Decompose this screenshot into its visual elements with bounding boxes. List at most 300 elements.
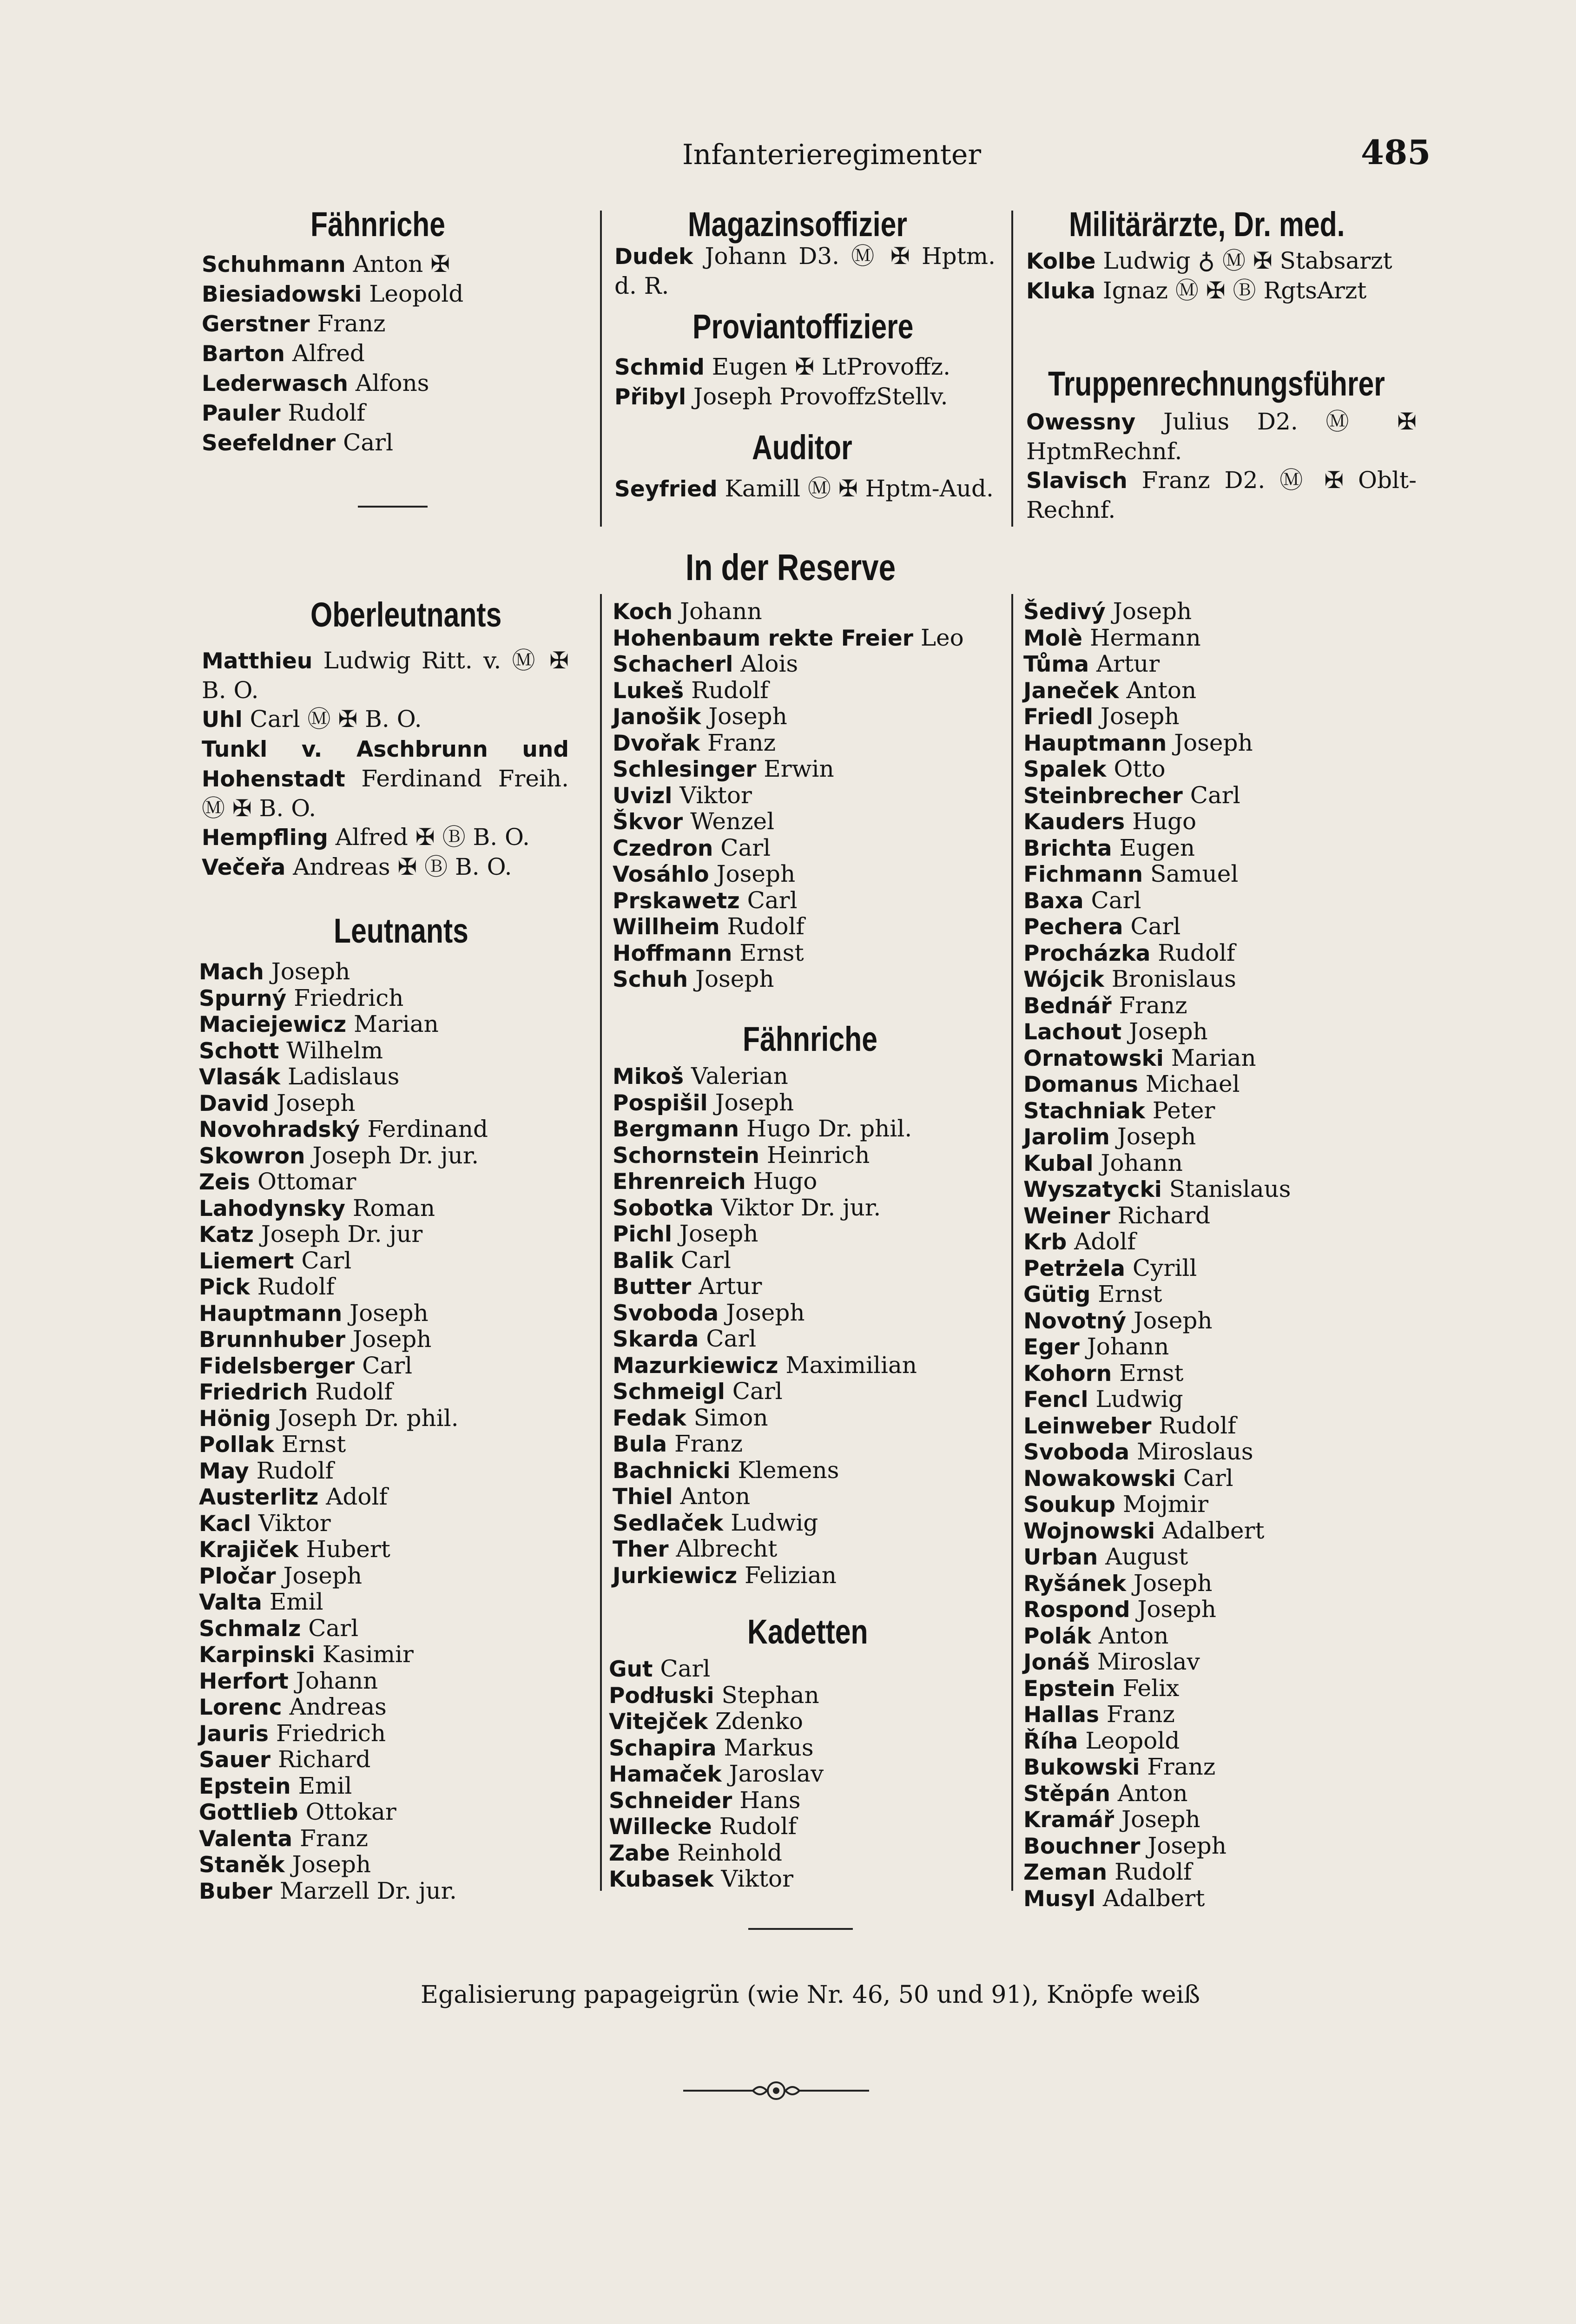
entry-surname: Pollak <box>199 1432 274 1458</box>
entry-given-name: Richard <box>270 1746 371 1773</box>
ornament-divider <box>679 2077 874 2105</box>
entry-given-name: Julius D2. Ⓜ ✠ HptmRechnf. <box>1026 408 1417 465</box>
entry-given-name: Carl <box>699 1325 757 1352</box>
entry-given-name: Franz <box>292 1824 368 1852</box>
list-reserve-3 <box>1023 599 1414 1912</box>
entry-surname: Dudek <box>614 244 693 270</box>
entry-given-name: Rudolf <box>712 1813 797 1840</box>
entry-surname: Skarda <box>613 1327 699 1352</box>
entry-surname: Přibyl <box>614 384 686 410</box>
entry-surname: Spalek <box>1023 757 1107 782</box>
list-item <box>1023 1413 1414 1439</box>
entry-given-name: Rudolf <box>1150 939 1235 966</box>
entry-surname: Zeman <box>1023 1860 1108 1885</box>
heading-faehnriche-1: Fähnriche <box>310 205 445 244</box>
list-item <box>613 651 1003 678</box>
entry-given-name: Andreas ✠ Ⓑ B. O. <box>285 853 512 880</box>
entry-surname: Jurkiewicz <box>613 1563 738 1589</box>
list-item <box>1023 1781 1414 1807</box>
entry-surname: Procházka <box>1023 940 1151 966</box>
entry-surname: Balik <box>613 1248 674 1274</box>
entry-given-name: Alfred <box>284 340 365 367</box>
entry-surname: Prskawetz <box>613 888 740 914</box>
entry-surname: Barton <box>202 341 285 367</box>
list-item <box>202 734 569 823</box>
entry-given-name: Carl <box>653 1655 711 1682</box>
entry-given-name: Ernst <box>1090 1281 1162 1307</box>
list-militaeraerzte <box>1026 246 1417 306</box>
list-item <box>609 1709 999 1735</box>
entry-surname: Hauptmann <box>199 1301 343 1327</box>
entry-given-name: Marian <box>1163 1044 1256 1071</box>
list-item <box>199 1616 580 1642</box>
entry-given-name: Adalbert <box>1095 1884 1205 1912</box>
entry-given-name: Rudolf <box>249 1457 334 1484</box>
entry-given-name: Samuel <box>1143 860 1239 887</box>
list-item <box>1023 625 1414 652</box>
list-item <box>613 1563 1003 1589</box>
entry-surname: Bednář <box>1023 993 1112 1019</box>
heading-in-der-reserve: In der Reserve <box>686 547 896 588</box>
entry-surname: Gütig <box>1023 1282 1091 1307</box>
heading-oberleutnants: Oberleutnants <box>310 595 502 634</box>
entry-given-name: Johann <box>673 598 762 625</box>
list-item <box>199 1799 580 1826</box>
entry-surname: Spurný <box>199 985 287 1011</box>
entry-given-name: Joseph Dr. phil. <box>270 1404 459 1432</box>
list-item <box>1023 1071 1414 1098</box>
list-item <box>613 1431 1003 1458</box>
entry-given-name: Ludwig ♁ Ⓜ ✠ Stabsarzt <box>1095 247 1392 274</box>
entry-surname: Eger <box>1023 1334 1080 1360</box>
entry-surname: Ornatowski <box>1023 1045 1164 1071</box>
list-item <box>613 1300 1003 1327</box>
list-item <box>1023 1492 1414 1518</box>
entry-surname: Bukowski <box>1023 1755 1140 1780</box>
list-item <box>1023 1176 1414 1203</box>
list-item <box>1023 1019 1414 1045</box>
entry-given-name: Carl <box>713 834 771 861</box>
list-item <box>1023 678 1414 704</box>
list-item <box>613 1326 1003 1353</box>
entry-given-name: Carl <box>355 1352 413 1379</box>
list-item <box>202 339 481 369</box>
list-item <box>1023 1518 1414 1545</box>
entry-given-name: Otto <box>1106 755 1166 782</box>
entry-surname: Lederwasch <box>202 371 348 396</box>
list-item <box>202 705 569 734</box>
entry-surname: Schmid <box>614 355 705 380</box>
entry-given-name: Joseph <box>1167 729 1253 756</box>
list-item <box>613 940 1003 967</box>
list-item <box>1023 1623 1414 1650</box>
list-item <box>609 1683 999 1709</box>
list-item <box>609 1656 999 1683</box>
entry-given-name: Klemens <box>730 1456 839 1484</box>
entry-given-name: Eugen <box>1112 834 1195 861</box>
entry-given-name: Leopold <box>362 280 464 307</box>
list-item <box>1023 1386 1414 1413</box>
section-divider <box>358 506 428 508</box>
entry-given-name: Maximilian <box>778 1351 917 1379</box>
list-item <box>199 1379 580 1406</box>
list-item <box>613 1458 1003 1484</box>
list-item <box>1023 1807 1414 1833</box>
heading-truppenrechnungsfuehrer: Truppenrechnungsführer <box>1048 364 1385 403</box>
entry-given-name: Franz <box>667 1430 743 1457</box>
entry-surname: Schmeigl <box>613 1379 725 1405</box>
list-kadetten <box>609 1656 999 1893</box>
entry-given-name: Viktor <box>251 1509 331 1537</box>
entry-given-name: Viktor <box>713 1865 794 1892</box>
entry-given-name: Andreas <box>282 1693 387 1720</box>
list-item <box>613 966 1003 993</box>
list-item <box>613 1169 1003 1195</box>
entry-surname: Epstein <box>1023 1676 1115 1702</box>
entry-surname: Vlasák <box>199 1064 281 1090</box>
list-item <box>613 1405 1003 1432</box>
list-item <box>1023 966 1414 993</box>
list-item <box>202 369 481 398</box>
list-item <box>613 1142 1003 1169</box>
list-item <box>613 1063 1003 1090</box>
list-item <box>199 1353 580 1380</box>
entry-surname: Buber <box>199 1878 272 1904</box>
entry-given-name: Ludwig Ritt. v. Ⓜ ✠ B. O. <box>202 647 569 704</box>
entry-surname: Škvor <box>613 809 683 835</box>
entry-given-name: Joseph <box>672 1220 758 1247</box>
entry-surname: Gerstner <box>202 311 310 337</box>
entry-surname: Sobotka <box>613 1195 714 1221</box>
heading-leutnants: Leutnants <box>334 911 468 950</box>
list-item <box>613 914 1003 940</box>
entry-surname: Kubal <box>1023 1150 1094 1176</box>
entry-surname: Brichta <box>1023 835 1112 861</box>
list-item <box>199 1826 580 1852</box>
entry-given-name: Carl <box>1175 1464 1233 1492</box>
list-item <box>609 1840 999 1867</box>
entry-surname: Fidelsberger <box>199 1353 355 1379</box>
list-item <box>202 852 569 882</box>
entry-surname: Hamaček <box>609 1762 722 1787</box>
list-item <box>1026 276 1417 306</box>
entry-surname: Jarolim <box>1023 1124 1110 1150</box>
entry-given-name: Franz <box>1140 1753 1216 1780</box>
entry-surname: Fencl <box>1023 1387 1088 1413</box>
entry-surname: Zeis <box>199 1169 251 1195</box>
list-item <box>1023 756 1414 783</box>
list-item <box>202 646 569 705</box>
entry-given-name: Rudolf <box>250 1273 335 1300</box>
entry-given-name: Kamill Ⓜ ✠ Hptm-Aud. <box>717 475 994 502</box>
entry-given-name: Adolf <box>1067 1228 1136 1255</box>
list-item <box>199 1011 580 1038</box>
footer-note: Egalisierung papageigrün (wie Nr. 46, 50 und 91), Knöpfe weiß <box>421 1981 1200 2009</box>
column-rule <box>600 211 602 527</box>
entry-given-name: Adolf <box>318 1483 388 1510</box>
entry-given-name: Joseph <box>1105 598 1192 625</box>
entry-given-name: Stanislaus <box>1161 1175 1291 1202</box>
list-item <box>1023 888 1414 914</box>
list-item <box>199 1642 580 1668</box>
list-truppenrechnungsfuehrer <box>1026 407 1417 524</box>
entry-given-name: Emil <box>262 1588 323 1615</box>
entry-given-name: Ernst <box>732 939 804 966</box>
column-rule <box>600 594 602 1891</box>
entry-surname: Czedron <box>613 835 713 861</box>
entry-given-name: Viktor <box>672 781 752 809</box>
list-item <box>202 823 569 852</box>
entry-given-name: Ernst <box>1112 1359 1184 1386</box>
entry-surname: Vosáhlo <box>613 862 709 887</box>
list-item <box>613 783 1003 809</box>
entry-surname: Epstein <box>199 1773 291 1799</box>
entry-surname: Hönig <box>199 1406 271 1432</box>
entry-given-name: Carl Ⓜ ✠ B. O. <box>242 706 422 733</box>
entry-given-name: Adalbert <box>1155 1517 1265 1544</box>
entry-given-name: Ignaz Ⓜ ✠ Ⓑ RgtsArzt <box>1095 277 1367 304</box>
list-item <box>1023 1676 1414 1702</box>
list-item <box>1023 599 1414 625</box>
entry-given-name: Mojmir <box>1115 1491 1208 1518</box>
entry-given-name: Zdenko <box>708 1708 803 1735</box>
entry-surname: Gottlieb <box>199 1800 298 1825</box>
list-item <box>1023 1334 1414 1360</box>
heading-kadetten: Kadetten <box>747 1612 868 1651</box>
entry-surname: Hallas <box>1023 1702 1099 1728</box>
list-item <box>1023 993 1414 1019</box>
list-item <box>199 1589 580 1616</box>
list-item <box>202 309 481 339</box>
list-item <box>199 1511 580 1537</box>
entry-given-name: Miroslav <box>1089 1648 1200 1675</box>
list-item <box>613 1116 1003 1142</box>
list-item <box>1026 246 1417 276</box>
list-item <box>613 1195 1003 1221</box>
entry-given-name: Hugo Dr. phil. <box>739 1115 912 1142</box>
entry-surname: Stěpán <box>1023 1781 1111 1807</box>
list-item <box>613 835 1003 862</box>
entry-surname: Lorenc <box>199 1695 282 1720</box>
entry-surname: Lukeš <box>613 678 684 704</box>
entry-surname: Weiner <box>1023 1203 1110 1229</box>
entry-given-name: Simon <box>686 1404 768 1431</box>
list-item <box>199 1038 580 1064</box>
entry-surname: Schacherl <box>613 652 733 677</box>
entry-surname: Kluka <box>1026 278 1095 304</box>
entry-given-name: Felizian <box>737 1561 837 1589</box>
entry-surname: Mazurkiewicz <box>613 1353 778 1379</box>
entry-surname: Polák <box>1023 1623 1091 1649</box>
entry-given-name: Kasimir <box>315 1641 414 1668</box>
entry-given-name: Alois <box>733 650 798 677</box>
list-item <box>199 1668 580 1695</box>
entry-surname: Friedl <box>1023 704 1094 730</box>
entry-given-name: Ottokar <box>298 1798 396 1825</box>
entry-surname: Thiel <box>613 1484 673 1510</box>
entry-given-name: Joseph <box>345 1326 432 1353</box>
entry-surname: Gut <box>609 1657 653 1682</box>
entry-given-name: Ferdinand Freih. Ⓜ ✠ B. O. <box>202 765 569 822</box>
entry-surname: Brunnhuber <box>199 1327 346 1353</box>
list-item <box>199 1537 580 1563</box>
list-item <box>1023 809 1414 835</box>
list-item <box>613 809 1003 835</box>
entry-surname: Karpinski <box>199 1642 315 1668</box>
entry-surname: Schneider <box>609 1788 732 1814</box>
entry-surname: Svoboda <box>613 1300 719 1326</box>
entry-given-name: Joseph <box>719 1299 805 1326</box>
entry-surname: Slavisch <box>1026 468 1128 494</box>
entry-given-name: Joseph <box>688 965 774 992</box>
list-item <box>1023 1098 1414 1124</box>
list-item <box>1023 1229 1414 1255</box>
list-item <box>613 678 1003 704</box>
entry-given-name: Carl <box>1182 781 1240 809</box>
entry-surname: Uvizl <box>613 783 673 809</box>
entry-surname: Willheim <box>613 914 720 940</box>
entry-given-name: Joseph <box>269 1089 356 1116</box>
entry-given-name: Joseph <box>276 1562 363 1589</box>
entry-given-name: Roman <box>345 1194 435 1221</box>
entry-surname: Pločar <box>199 1563 276 1589</box>
entry-surname: Valenta <box>199 1826 293 1852</box>
entry-surname: Seefeldner <box>202 430 336 456</box>
entry-given-name: Albrecht <box>668 1535 778 1562</box>
entry-surname: Molè <box>1023 625 1083 651</box>
list-item <box>613 888 1003 914</box>
entry-given-name: Stephan <box>714 1681 819 1709</box>
list-oberleutnants <box>202 646 569 882</box>
entry-surname: Wójcik <box>1023 967 1104 992</box>
list-item <box>1023 1859 1414 1886</box>
list-item <box>199 1327 580 1353</box>
entry-surname: Hempfling <box>202 825 328 851</box>
list-item <box>1023 1281 1414 1308</box>
entry-surname: Matthieu <box>202 648 313 674</box>
entry-given-name: Joseph <box>1140 1832 1227 1859</box>
entry-given-name: Artur <box>1089 650 1160 677</box>
list-item <box>1023 1150 1414 1177</box>
entry-given-name: Johann <box>1079 1333 1169 1360</box>
entry-surname: David <box>199 1090 270 1116</box>
list-item <box>199 1721 580 1747</box>
entry-surname: Mikoš <box>613 1064 684 1089</box>
entry-given-name: Joseph <box>701 703 787 730</box>
entry-surname: Skowron <box>199 1143 305 1169</box>
entry-given-name: Carl <box>673 1246 731 1274</box>
list-item <box>613 861 1003 888</box>
list-item <box>613 730 1003 757</box>
entry-surname: Baxa <box>1023 888 1084 914</box>
list-item <box>1023 1466 1414 1492</box>
entry-given-name: Carl <box>336 429 394 456</box>
entry-given-name: Emil <box>290 1772 352 1799</box>
entry-surname: Urban <box>1023 1545 1098 1570</box>
page-number: 485 <box>1361 132 1431 172</box>
entry-surname: Sauer <box>199 1747 271 1773</box>
entry-surname: Bula <box>613 1432 667 1457</box>
list-item <box>199 1064 580 1090</box>
entry-surname: Hoffmann <box>613 940 732 966</box>
list-item <box>199 1852 580 1878</box>
entry-surname: Novotný <box>1023 1308 1127 1334</box>
list-item <box>1023 1544 1414 1571</box>
entry-surname: Podłuski <box>609 1683 714 1709</box>
list-item <box>199 1143 580 1169</box>
entry-surname: Pospišil <box>613 1090 708 1116</box>
entry-surname: Pick <box>199 1274 250 1300</box>
entry-given-name: Leopold <box>1078 1727 1180 1754</box>
list-item <box>609 1814 999 1840</box>
entry-given-name: Rudolf <box>308 1378 393 1405</box>
entry-surname: Liemert <box>199 1248 294 1274</box>
list-item <box>199 1878 580 1905</box>
entry-given-name: Rudolf <box>1151 1412 1236 1439</box>
list-item <box>1023 1124 1414 1150</box>
entry-given-name: Anton <box>673 1483 751 1510</box>
list-item <box>613 599 1003 625</box>
list-item <box>1023 1833 1414 1860</box>
entry-surname: Petrżela <box>1023 1255 1126 1281</box>
entry-given-name: Joseph <box>1126 1307 1213 1334</box>
list-item <box>613 1274 1003 1300</box>
entry-surname: Seyfried <box>614 476 718 502</box>
entry-given-name: Anton <box>1091 1622 1169 1649</box>
entry-given-name: Wenzel <box>683 808 775 835</box>
footer-divider <box>748 1928 853 1930</box>
entry-surname: Tůma <box>1023 652 1089 677</box>
list-leutnants <box>199 959 580 1904</box>
list-item <box>613 1484 1003 1510</box>
list-item <box>613 1379 1003 1405</box>
entry-given-name: Michael <box>1138 1070 1240 1097</box>
list-item <box>613 704 1003 730</box>
list-item <box>199 1458 580 1485</box>
entry-given-name: Ernst <box>274 1431 346 1458</box>
entry-surname: Jonáš <box>1023 1650 1090 1675</box>
list-item <box>1023 835 1414 862</box>
list-item <box>1023 861 1414 888</box>
entry-given-name: Wilhelm <box>279 1037 383 1064</box>
entry-surname: Hohenbaum rekte Freier <box>613 625 913 651</box>
list-item <box>613 625 1003 652</box>
entry-given-name: Leo <box>913 624 964 651</box>
entry-surname: Bergmann <box>613 1116 739 1142</box>
entry-surname: Steinbrecher <box>1023 783 1183 809</box>
entry-surname: Vitejček <box>609 1709 708 1735</box>
entry-given-name: Erwin <box>756 755 834 782</box>
entry-given-name: Carl <box>725 1378 783 1405</box>
list-item <box>199 1563 580 1590</box>
entry-surname: Friedrich <box>199 1380 308 1405</box>
entry-surname: Austerlitz <box>199 1485 319 1510</box>
entry-surname: Ther <box>613 1537 669 1562</box>
entry-surname: Katz <box>199 1222 254 1248</box>
entry-given-name: Anton <box>1110 1779 1188 1807</box>
entry-given-name: Rudolf <box>684 676 769 704</box>
list-item <box>1023 1045 1414 1072</box>
entry-surname: Schmalz <box>199 1616 301 1642</box>
entry-surname: Lahodynsky <box>199 1195 346 1221</box>
entry-given-name: Cyrill <box>1125 1254 1197 1281</box>
list-item <box>1023 783 1414 809</box>
entry-given-name: Jaroslav <box>721 1760 824 1787</box>
list-item <box>614 382 996 412</box>
entry-given-name: Valerian <box>684 1063 788 1089</box>
entry-given-name: Viktor Dr. jur. <box>713 1194 881 1221</box>
entry-surname: Schott <box>199 1038 279 1064</box>
